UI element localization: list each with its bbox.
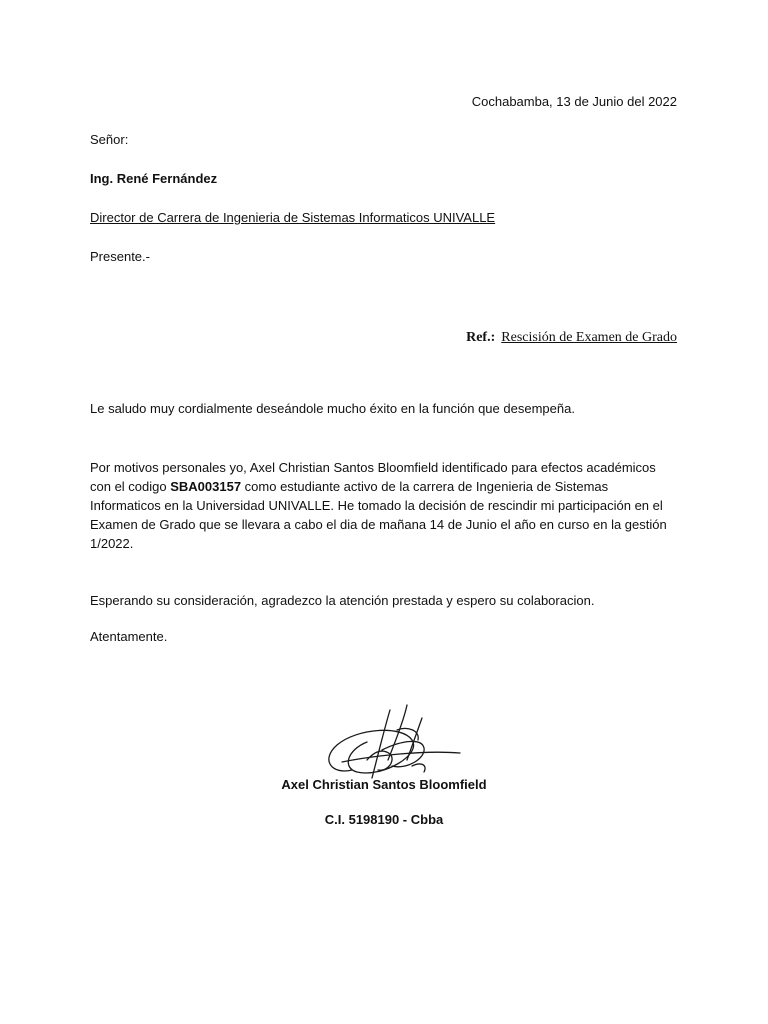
reference-line <box>466 330 677 347</box>
salutation: Señor: <box>90 132 129 147</box>
greeting-paragraph: Le saludo muy cordialmente deseándole mucho éxito en la función que desempeña. <box>90 401 575 416</box>
atentamente-line: Atentamente. <box>90 629 168 644</box>
body-text-part2: como estudiante activo de la carrera de Ingenieria de Sistemas Informaticos en la Universidad UNIVALLE. He tomado la decisión de rescindir mi participación en el Examen de Grado que se llevara a cabo el dia de mañana 14 de Junio el año en curso en la gestión 1/2022. <box>90 479 667 551</box>
signer-ci: C.I. 5198190 - Cbba <box>324 812 444 827</box>
closing-paragraph: Esperando su consideración, agradezco la atención prestada y espero su colaboracion. <box>90 593 595 608</box>
reference-label: Ref.: <box>466 330 496 345</box>
recipient-name: Ing. René Fernández <box>90 171 218 186</box>
body-text-part1: Por motivos personales yo, Axel Christian Santos Bloomfield identificado para efectos académicos con el codigo <box>90 460 656 494</box>
letter-date: Cochabamba, 13 de Junio del 2022 <box>471 94 677 109</box>
reference-subject: Rescisión de Examen de Grado <box>501 330 677 345</box>
student-code: SBA003157 <box>170 479 242 494</box>
recipient-title: Director de Carrera de Ingenieria de Sistemas Informaticos UNIVALLE <box>90 210 496 225</box>
presente-line: Presente.- <box>90 249 150 264</box>
body-paragraph <box>90 458 680 553</box>
signer-name: Axel Christian Santos Bloomfield <box>281 777 487 792</box>
